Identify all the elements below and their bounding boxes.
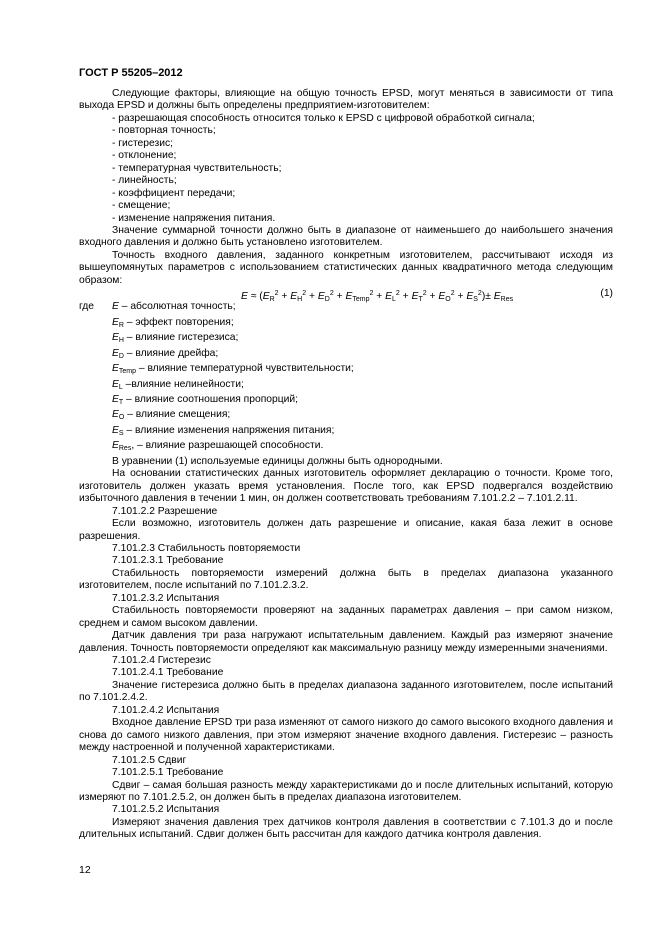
units-paragraph: В уравнении (1) используемые единицы должны быть однородными. (112, 455, 443, 467)
list-item: - разрешающая способность относится только к EPSD с цифровой обработкой сигнала; (112, 112, 535, 124)
section-heading: 7.101.2.5 Сдвиг (112, 754, 187, 766)
section-heading: 7.101.2.3.1 Требование (112, 555, 224, 567)
section-heading: 7.101.2.4 Гистерезис (112, 655, 211, 667)
document-header: ГОСТ Р 55205–2012 (79, 67, 183, 79)
definition-item: $E_D$ – влияние дрейфа; (112, 347, 219, 360)
list-item: - коэффициент передачи; (112, 187, 236, 199)
definition-item: E – абсолютная точность; (112, 301, 236, 313)
list-item: - гистерезис; (112, 137, 173, 149)
intro-paragraph: Следующие факторы, влияющие на общую точность EPSD, могут меняться в зависимости от типа выхода EPSD и должны быть определены предприятием-изготовителем: (79, 88, 613, 112)
stability-requirement-paragraph: Стабильность повторяемости измерений должна быть в пределах диапазона указанного изготовителем, после испытаний по 7.101.2.3.2. (79, 567, 613, 592)
sensor-paragraph: Датчик давления три раза нагружают испытательным давлением. Каждый раз измеряют значение давления. Точность повторяемости определяют как максимальную разницу между измеренными значениями. (79, 630, 613, 654)
section-heading: 7.101.2.2 Разрешение (112, 505, 218, 517)
list-item: - изменение напряжения питания. (112, 212, 276, 224)
section-heading: 7.101.2.3 Стабильность повторяемости (112, 542, 301, 554)
total-accuracy-paragraph: Значение суммарной точности должно быть в диапазоне от наименьшего до наибольшего значения входного давления и должно быть установлено изготовителем. (79, 224, 613, 249)
formula-number: (1) (600, 288, 613, 300)
formula-expression: $E \approx (E_R^2 + E_H^2 + E_D^2 + E_{Temp}^2 + E_L^2 + E_T^2 + E_O^2 + E_S^2)\pm E_{Res}$ (241, 290, 514, 304)
definition-item: $E_{Temp}$ – влияние температурной чувствительности; (112, 363, 354, 376)
definition-item: $E_H$ – влияние гистерезиса; (112, 332, 239, 345)
list-item: - отклонение; (112, 150, 177, 162)
stability-test-paragraph: Стабильность повторяемости проверяют на заданных параметрах давления – при самом низком, среднем и самом высоком давлении. (79, 605, 613, 629)
list-item: - повторная точность; (112, 125, 216, 137)
section-heading: 7.101.2.4.2 Испытания (112, 704, 220, 716)
where-label: где (79, 301, 95, 313)
hysteresis-requirement-paragraph: Значение гистерезиса должно быть в пределах диапазона заданного изготовителем, после испытаний по 7.101.2.4.2. (79, 679, 613, 704)
list-item: - линейность; (112, 175, 177, 187)
section-heading: 7.101.2.3.2 Испытания (112, 592, 220, 604)
shift-test-paragraph: Измеряют значения давления трех датчиков контроля давления в соответствии с 7.101.3 до и после длительных испытаний. Сдвиг должен быть рассчитан для каждого датчика контроля давления. (79, 816, 613, 841)
section-heading: 7.101.2.5.2 Испытания (112, 804, 220, 816)
statistics-paragraph: На основании статистических данных изготовитель оформляет декларацию о точности. Кроме того, изготовитель должен указать время установления. После того, как EPSD подвергался воздействию избыточного давления в течении 1 мин, он должен соответствовать требованиям 7.101.2.2 – 7.101.2.11. (79, 468, 613, 505)
definition-item: $E_S$ – влияние изменения напряжения питания; (112, 424, 335, 437)
factors-list (79, 113, 613, 225)
definitions-block (79, 301, 613, 456)
definition-item: $E_{Res}$, – влияние разрешающей способности. (112, 440, 324, 453)
document-body (79, 88, 613, 842)
section-heading: 7.101.2.5.1 Требование (112, 767, 224, 779)
shift-requirement-paragraph: Сдвиг – самая большая разность между характеристиками до и после длительных испытаний, которую измеряют по 7.101.2.5.2, он должен быть в пределах диапазона изготовителем. (79, 779, 613, 804)
definition-item: $E_T$ – влияние соотношения пропорций; (112, 393, 299, 406)
definition-item: $E_O$ – влияние смещения; (112, 409, 231, 422)
list-item: - смещение; (112, 200, 171, 212)
definition-item: $E_L$ –влияние нелинейности; (112, 378, 244, 391)
list-item: - температурная чувствительность; (112, 162, 282, 174)
accuracy-formula (79, 288, 613, 304)
resolution-paragraph: Если возможно, изготовитель должен дать разрешение и описание, какая база лежит в основе разрешения. (79, 518, 613, 542)
hysteresis-test-paragraph: Входное давление EPSD три раза изменяют от самого низкого до самого высокого входного давления и снова до самого низкого давления, при этом измеряют значение входного давления. Гистерезис – разность между настроенной и полученной характеристиками. (79, 717, 613, 754)
definition-item: $E_R$ – эффект повторения; (112, 316, 234, 329)
page-number: 12 (79, 864, 91, 876)
section-heading: 7.101.2.4.1 Требование (112, 667, 224, 679)
input-accuracy-paragraph: Точность входного давления, заданного конкретным изготовителем, рассчитывают исходя из вышеупомянутых параметров с использованием статистических данных квадратичного метода следующим образом: (79, 249, 613, 286)
